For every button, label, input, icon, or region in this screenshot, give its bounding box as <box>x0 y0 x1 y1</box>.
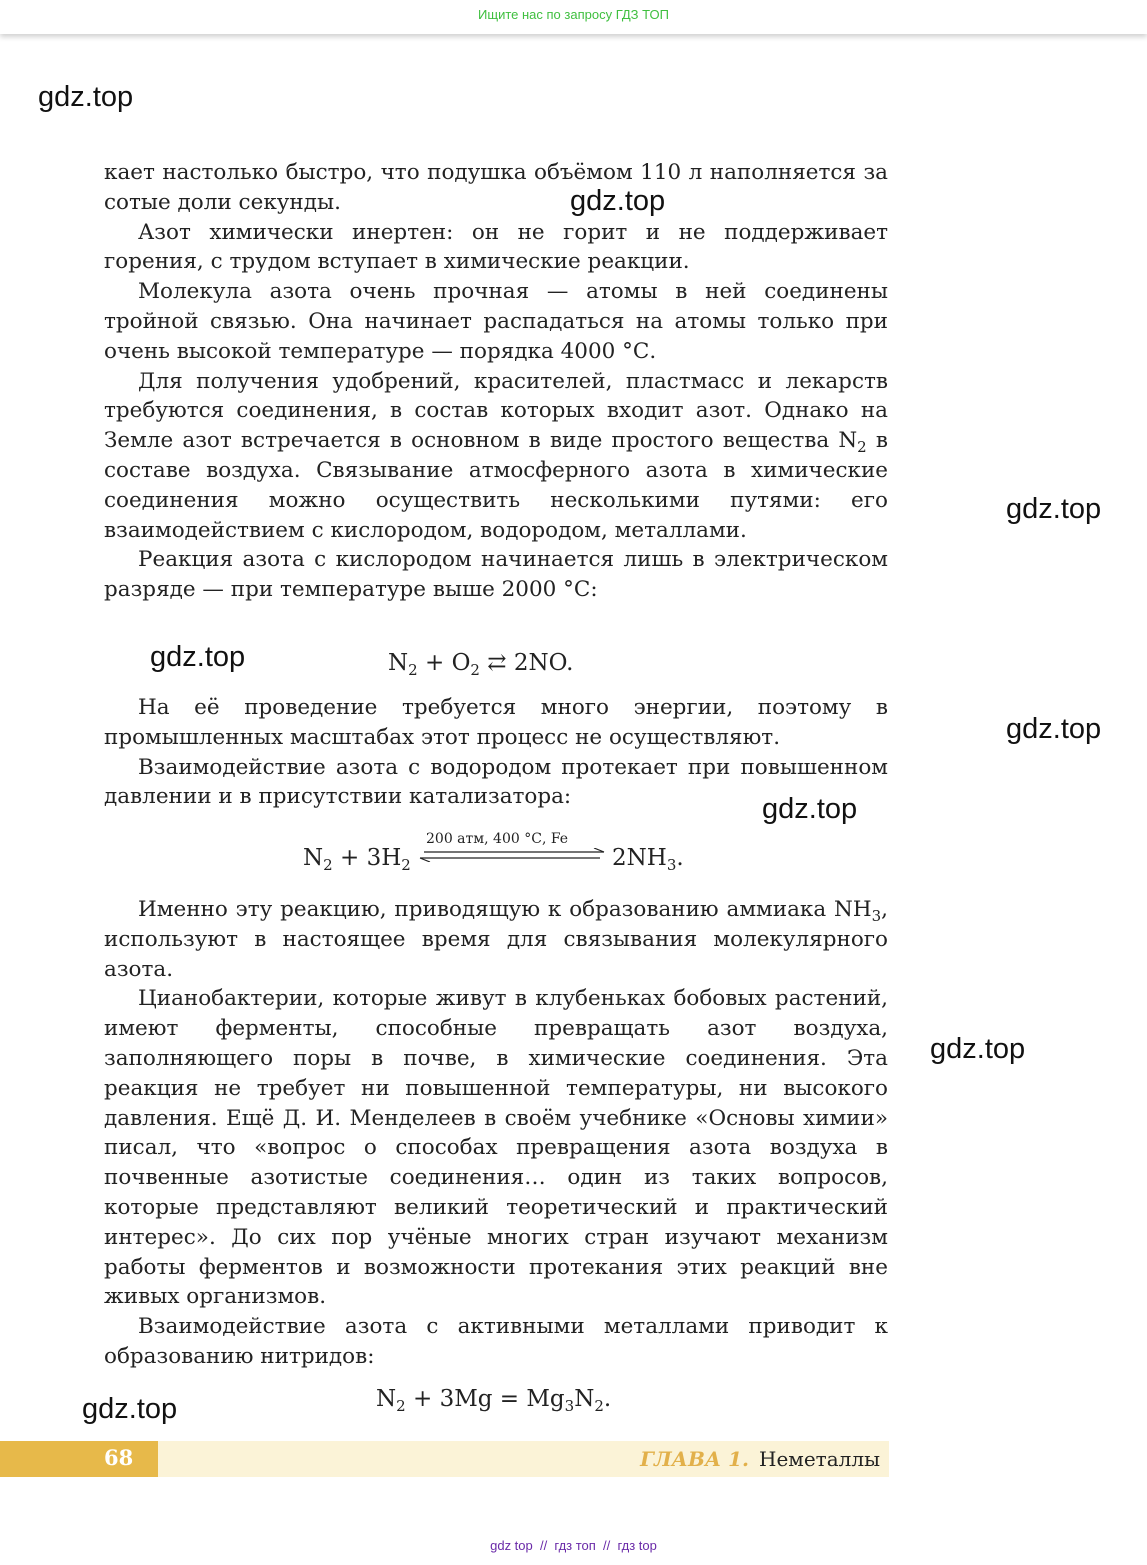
watermark: gdz.top <box>570 185 666 217</box>
paragraph: Взаимодействие азота с водородом протекает при повышенном давлении и в присутствии катализатора: <box>104 754 888 810</box>
equation-rhs: 2NO. <box>513 650 574 676</box>
equilibrium-arrow-icon: ⇄ <box>487 650 507 676</box>
chapter-heading <box>640 1447 880 1471</box>
equation-nitride: $N_2 + 3Mg = Mg_3N_2$. <box>376 1386 612 1415</box>
page-number: 68 <box>104 1445 134 1470</box>
text-block-2 <box>104 693 888 812</box>
reaction-arrow-icon <box>418 848 606 862</box>
watermark: gdz.top <box>38 81 134 113</box>
reaction-conditions: 200 атм, 400 °С, Fe <box>426 831 569 847</box>
text-block-1 <box>104 158 888 605</box>
bottom-links[interactable]: gdz top // гдз топ // гдз top <box>490 1538 657 1553</box>
equation-nitrogen-oxygen <box>388 650 574 679</box>
paragraph: Для получения удобрений, красителей, пластмасс и лекарств требуются соединения, в состав которых входит азот. Однако на Земле азот встречается в основном в виде простого вещества $N_2$ в составе воздуха. Связывание атмосферного азота в химические соединения можно осуществить несколькими путями: его взаимодействием с кислородом, водородом, металлами. <box>104 368 888 543</box>
watermark: gdz.top <box>1006 493 1102 525</box>
equation-lhs: $N_2 + O_2$ <box>388 650 480 679</box>
chapter-title: Неметаллы <box>759 1447 880 1471</box>
paragraph: Молекула азота очень прочная — атомы в ней соединены тройной связью. Она начинает распадаться на атомы только при очень высокой температуре — порядка 4000 °С. <box>104 279 888 364</box>
equation-nitrogen-hydrogen-lhs: $N_2 + 3H_2$ <box>303 845 411 874</box>
watermark: gdz.top <box>150 641 246 673</box>
watermark: gdz.top <box>1006 713 1102 745</box>
text-block-3 <box>104 895 888 1372</box>
paragraph: На её проведение требуется много энергии, поэтому в промышленных масштабах этот процесс не осуществляют. <box>104 695 888 750</box>
paragraph: Взаимодействие азота с активными металлами приводит к образованию нитридов: <box>104 1314 888 1369</box>
watermark: gdz.top <box>82 1393 178 1425</box>
page-footer <box>0 1441 889 1477</box>
top-banner <box>0 0 1147 34</box>
paragraph: кает настолько быстро, что подушка объёмом 110 л наполняется за сотые доли секунды. <box>104 160 888 215</box>
page-number-box <box>0 1441 158 1477</box>
watermark: gdz.top <box>930 1033 1026 1065</box>
paragraph: Цианобактерии, которые живут в клубеньках бобовых растений, имеют ферменты, способные превращать азот воздуха, заполняющего поры в почве, в химические соединения. Эта реакция не требует ни повышенной температуры, ни высокого давления. Ещё Д. И. Менделеев в своём учебнике «Основы химии» писал, что «вопрос о способах превращения азота воздуха в почвенные азотистые соединения… один из таких вопросов, которые представляют великий теоретический и практический интерес». До сих пор учёные многих стран изучают механизм работы ферментов и возможности протекания этих реакций вне живых организмов. <box>104 986 888 1310</box>
paragraph: Именно эту реакцию, приводящую к образованию аммиака $NH_3$, используют в настоящее время для связывания молекулярного азота. <box>104 897 888 982</box>
paragraph: Азот химически инертен: он не горит и не поддерживает горения, с трудом вступает в химические реакции. <box>104 219 888 275</box>
chapter-label: ГЛАВА 1. <box>640 1447 749 1471</box>
paragraph: Реакция азота с кислородом начинается лишь в электрическом разряде — при температуре выше 2000 °С: <box>104 547 888 603</box>
watermark: gdz.top <box>762 793 858 825</box>
equation-nitrogen-hydrogen-rhs: $2NH_3$. <box>612 845 684 874</box>
top-banner-text: Ищите нас по запросу ГДЗ ТОП <box>478 7 669 22</box>
